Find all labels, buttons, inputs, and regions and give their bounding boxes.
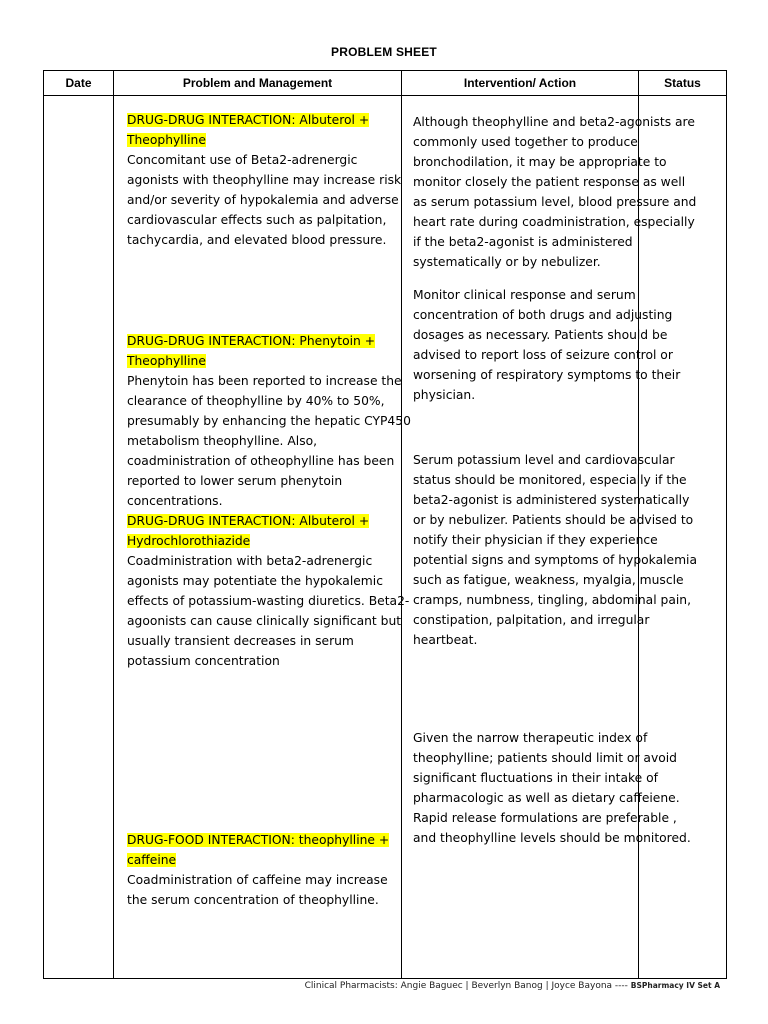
intervention-text-line: such as fatigue, weakness, myalgia, muscle: [413, 573, 684, 587]
intervention-text-line: Although theophylline and beta2-agonists are: [413, 115, 695, 129]
intervention-text-line: significant fluctuations in their intake of: [413, 771, 658, 785]
problem-text-line: cardiovascular effects such as palpitation,: [127, 213, 387, 227]
problem-text-line: Phenytoin has been reported to increase the: [127, 374, 402, 388]
problem-text-line: tachycardia, and elevated blood pressure.: [127, 233, 387, 247]
column-header-intervention: Intervention/ Action: [463, 76, 577, 90]
column-header-date: Date: [65, 76, 92, 90]
table-bottom-border: [43, 978, 727, 979]
problem-text-line: potassium concentration: [127, 654, 280, 668]
problem-text-line: agoonists can cause clinically significant but: [127, 614, 402, 628]
intervention-text-line: Given the narrow therapeutic index of: [413, 731, 648, 745]
table-left-border: [43, 70, 44, 979]
table-right-border: [726, 70, 727, 979]
intervention-text-line: advised to report loss of seizure control or: [413, 348, 673, 362]
problem-heading: Theophylline: [127, 354, 206, 368]
intervention-entry: [413, 112, 696, 272]
intervention-text-line: if the beta2-agonist is administered: [413, 235, 633, 249]
intervention-text-line: Monitor clinical response and serum: [413, 288, 636, 302]
intervention-text-line: potential signs and symptoms of hypokalemia: [413, 553, 698, 567]
problem-entry: [127, 830, 389, 910]
intervention-text-line: or by nebulizer. Patients should be advised to: [413, 513, 694, 527]
problem-text-line: reported to lower serum phenytoin: [127, 474, 343, 488]
problem-text-line: presumably by enhancing the hepatic CYP450: [127, 414, 411, 428]
problem-text-line: coadministration of otheophylline has been: [127, 454, 395, 468]
problem-text-line: agonists may potentiate the hypokalemic: [127, 574, 383, 588]
column-header-problem: Problem and Management: [182, 76, 333, 90]
intervention-text-line: constipation, palpitation, and irregular: [413, 613, 650, 627]
problem-heading: Hydrochlorothiazide: [127, 534, 251, 548]
intervention-entry: [413, 450, 697, 650]
intervention-text-line: concentration of both drugs and adjusting: [413, 308, 673, 322]
column-divider-date: [113, 70, 114, 979]
intervention-text-line: status should be monitored, especially if the: [413, 473, 687, 487]
intervention-text-line: Serum potassium level and cardiovascular: [413, 453, 675, 467]
intervention-text-line: worsening of respiratory symptoms to their: [413, 368, 681, 382]
problem-heading: DRUG-DRUG INTERACTION: Albuterol +: [127, 113, 370, 127]
problem-entry: [127, 110, 401, 250]
problem-text-line: Coadministration of caffeine may increase: [127, 873, 388, 887]
intervention-text-line: beta2-agonist is administered systematically: [413, 493, 690, 507]
problem-text-line: concentrations.: [127, 494, 223, 508]
problem-text-line: the serum concentration of theophylline.: [127, 893, 379, 907]
intervention-text-line: pharmacologic as well as dietary caffeiene.: [413, 791, 680, 805]
problem-heading: caffeine: [127, 853, 177, 867]
intervention-text-line: dosages as necessary. Patients should be: [413, 328, 668, 342]
problem-text-line: effects of potassium-wasting diuretics. Beta2-: [127, 594, 410, 608]
intervention-text-line: heartbeat.: [413, 633, 478, 647]
problem-text-line: Coadministration with beta2-adrenergic: [127, 554, 373, 568]
intervention-text-line: theophylline; patients should limit or avoid: [413, 751, 677, 765]
intervention-text-line: heart rate during coadministration, especially: [413, 215, 695, 229]
problem-text-line: agonists with theophylline may increase risk: [127, 173, 402, 187]
column-header-status: Status: [664, 76, 701, 90]
problem-text-line: clearance of theophylline by 40% to 50%,: [127, 394, 385, 408]
page-footer: [0, 981, 720, 991]
intervention-text-line: commonly used together to produce: [413, 135, 638, 149]
problem-heading: DRUG-FOOD INTERACTION: theophylline +: [127, 833, 390, 847]
problem-heading: DRUG-DRUG INTERACTION: Albuterol +: [127, 514, 370, 528]
intervention-entry: [413, 285, 680, 405]
problem-entry: [127, 331, 411, 671]
problem-heading: Theophylline: [127, 133, 206, 147]
problem-text-line: usually transient decreases in serum: [127, 634, 354, 648]
intervention-text-line: and theophylline levels should be monitored.: [413, 831, 691, 845]
intervention-text-line: notify their physician if they experience: [413, 533, 658, 547]
intervention-entry: [413, 728, 691, 848]
intervention-text-line: Rapid release formulations are preferable ,: [413, 811, 677, 825]
intervention-text-line: monitor closely the patient response as well: [413, 175, 686, 189]
problem-text-line: and/or severity of hypokalemia and adverse: [127, 193, 399, 207]
footer-class-tag: BSPharmacy IV Set A: [630, 981, 720, 990]
problem-text-line: metabolism theophylline. Also,: [127, 434, 318, 448]
problem-heading: DRUG-DRUG INTERACTION: Phenytoin +: [127, 334, 376, 348]
intervention-text-line: physician.: [413, 388, 476, 402]
header-bottom-border: [43, 95, 727, 96]
footer-pharmacists: Clinical Pharmacists: Angie Baguec | Beverlyn Banog | Joyce Bayona ----: [304, 981, 631, 991]
intervention-text-line: bronchodilation, it may be appropriate to: [413, 155, 667, 169]
table-top-border: [43, 70, 727, 71]
problem-text-line: Concomitant use of Beta2-adrenergic: [127, 153, 358, 167]
intervention-text-line: systematically or by nebulizer.: [413, 255, 601, 269]
page-title: PROBLEM SHEET: [331, 45, 437, 59]
intervention-text-line: as serum potassium level, blood pressure and: [413, 195, 697, 209]
intervention-text-line: cramps, numbness, tingling, abdominal pain,: [413, 593, 691, 607]
